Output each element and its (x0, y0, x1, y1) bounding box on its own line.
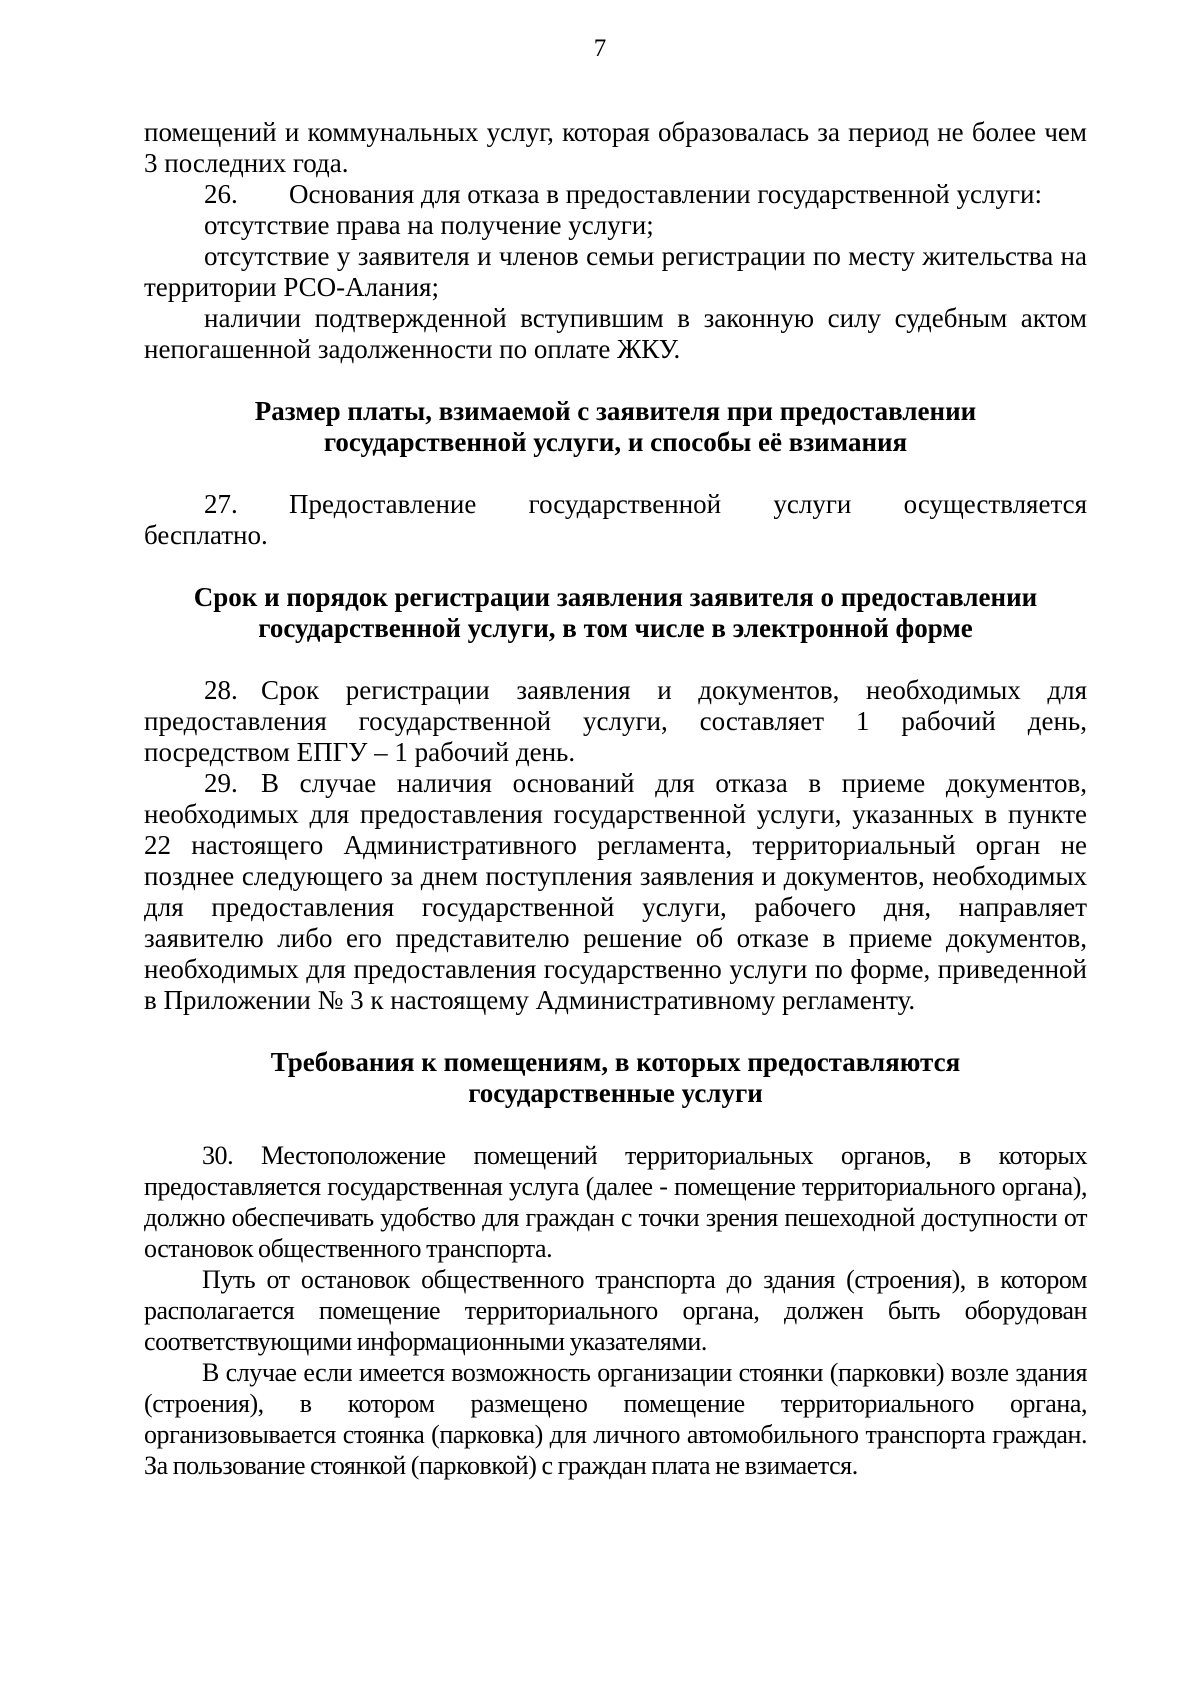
section-fee-heading (144, 396, 1087, 458)
item-27 (144, 489, 1087, 551)
intro-continuation: помещений и коммунальных услуг, которая образовалась за период не более чем 3 последних года. (144, 117, 1087, 178)
item-26-ground-1: отсутствие права на получение услуги; (204, 210, 654, 240)
section-premises-heading-line-2: государственные услуги (468, 1078, 763, 1108)
item-27-text: Предоставление государственной услуги осуществляется бесплатно. (144, 489, 1087, 550)
item-26-number: 26. (204, 179, 238, 209)
section-premises-heading-line-1: Требования к помещениям, в которых предоставляются (270, 1047, 961, 1077)
item-29-number: 29. (204, 768, 238, 798)
section-registration-heading (144, 582, 1087, 644)
section-fee-heading-line-2: государственной услуги, и способы её взимания (323, 427, 908, 457)
paragraph-parking: В случае если имеется возможность организации стоянки (парковки) возле здания (строения), в котором размещено помещение территориального органа, организовывается стоянка (парковка) для личного автомобильного транспорта граждан. За пользование стоянкой (парковкой) с граждан плата не взимается. (144, 1358, 1087, 1480)
item-28-text: Срок регистрации заявления и документов, необходимых для предоставления государственной услуги, составляет 1 рабочий день, посредством ЕПГУ – 1 рабочий день. (144, 675, 1087, 767)
item-29 (144, 768, 1087, 1016)
item-26-ground-3: наличии подтвержденной вступившим в законную силу судебным актом непогашенной задолженности по оплате ЖКУ. (144, 303, 1087, 364)
item-26-text: Основания для отказа в предоставлении государственной услуги: (289, 179, 1042, 209)
item-30: 30. Местоположение помещений территориальных органов, в которых предоставляется государственная услуга (далее - помещение территориального органа), должно обеспечивать удобство для граждан с точки зрения пешеходной доступности от остановок общественного транспорта. (144, 1141, 1087, 1263)
page-number: 7 (593, 35, 607, 62)
paragraph-path: Путь от остановок общественного транспорта до здания (строения), в котором располагается помещение территориального органа, должен быть оборудован соответствующими информационными указателями. (144, 1265, 1087, 1356)
item-28-number: 28. (204, 675, 238, 705)
document-body (144, 117, 1087, 1481)
section-premises-body (144, 1140, 1087, 1481)
item-28 (144, 675, 1087, 768)
section-fee-heading-line-1: Размер платы, взимаемой с заявителя при предоставлении (254, 396, 977, 426)
item-26 (144, 179, 1087, 210)
item-29-text: В случае наличия оснований для отказа в приеме документов, необходимых для предоставления государственной услуги, указанных в пункте 22 настоящего Административного регламента, территориальный орган не позднее следующего за днем поступления заявления и документов, необходимых для предоставления государственной услуги, рабочего дня, направляет заявителю либо его представителю решение об отказе в приеме документов, необходимых для предоставления государственно услуги по форме, приведенной в Приложении № 3 к настоящему Административному регламенту. (144, 768, 1087, 1015)
item-27-number: 27. (204, 489, 238, 519)
item-26-ground-2: отсутствие у заявителя и членов семьи регистрации по месту жительства на территории РСО-Алания; (144, 241, 1087, 302)
section-registration-heading-line-2: государственной услуги, в том числе в электронной форме (258, 613, 973, 643)
section-premises-heading (144, 1047, 1087, 1109)
section-registration-heading-line-1: Срок и порядок регистрации заявления заявителя о предоставлении (193, 582, 1038, 612)
